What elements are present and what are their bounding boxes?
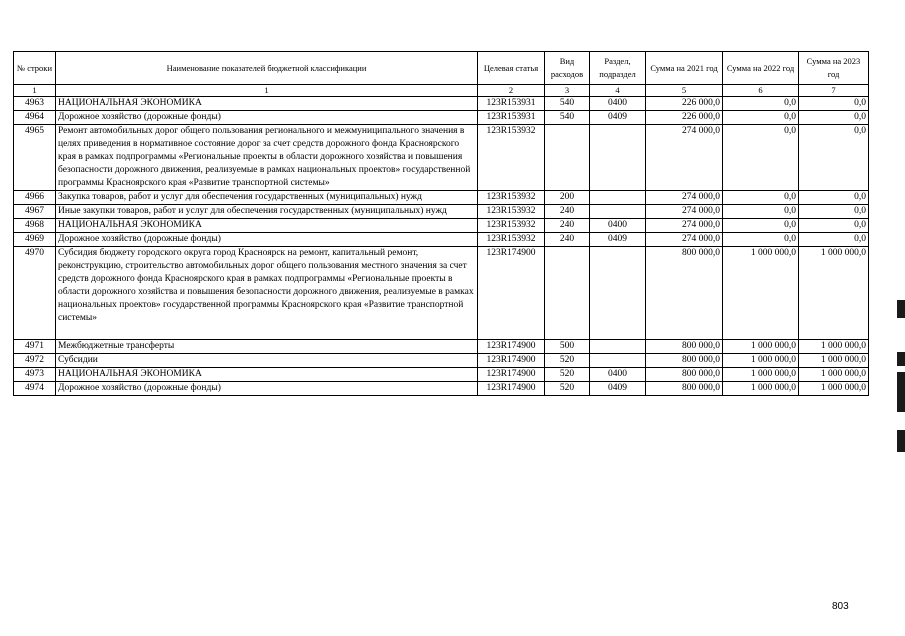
sum-2022: 0,0 <box>723 205 799 219</box>
budget-table <box>13 51 869 396</box>
indicator-name: Субсидии <box>56 354 478 368</box>
header-sum-2023: Сумма на 2023 год <box>799 52 869 85</box>
header-indicator-name: Наименование показателей бюджетной классификации <box>56 52 478 85</box>
sum-2021: 226 000,0 <box>646 111 723 125</box>
section-code: 0409 <box>590 382 646 396</box>
sum-2022: 0,0 <box>723 97 799 111</box>
sum-2021: 226 000,0 <box>646 97 723 111</box>
sum-2022: 1 000 000,0 <box>723 382 799 396</box>
row-number: 4969 <box>14 233 56 247</box>
header-target-article: Целевая статья <box>478 52 545 85</box>
sum-2022: 1 000 000,0 <box>723 340 799 354</box>
sum-2021: 800 000,0 <box>646 368 723 382</box>
sum-2021: 800 000,0 <box>646 354 723 368</box>
expense-type <box>545 247 590 340</box>
table-row <box>14 233 869 247</box>
table-row <box>14 191 869 205</box>
row-number: 4964 <box>14 111 56 125</box>
sum-2021: 800 000,0 <box>646 340 723 354</box>
section-code: 0409 <box>590 233 646 247</box>
sum-2023: 1 000 000,0 <box>799 354 869 368</box>
row-number: 4966 <box>14 191 56 205</box>
sum-2021: 274 000,0 <box>646 205 723 219</box>
indicator-name: Межбюджетные трансферты <box>56 340 478 354</box>
expense-type: 240 <box>545 233 590 247</box>
table-row <box>14 205 869 219</box>
indicator-name: НАЦИОНАЛЬНАЯ ЭКОНОМИКА <box>56 97 478 111</box>
column-number: 2 <box>478 85 545 97</box>
section-code: 0400 <box>590 97 646 111</box>
indicator-name: Дорожное хозяйство (дорожные фонды) <box>56 111 478 125</box>
sum-2023: 1 000 000,0 <box>799 382 869 396</box>
section-code: 0400 <box>590 219 646 233</box>
expense-type: 520 <box>545 368 590 382</box>
indicator-name: Субсидия бюджету городского округа город Красноярск на ремонт, капитальный ремонт, реконструкцию, строительство автомобильных дорог общего пользования местного значения за счет средств дорожного фонда Красноярского края в рамках подпрограммы «Региональные проекты в области дорожного хозяйства и повышения безопасности дорожного движения, реализуемые в рамках национальных проектов» государственной программы Красноярского края «Развитие транспортной системы» <box>56 247 478 340</box>
expense-type: 240 <box>545 219 590 233</box>
sum-2023: 1 000 000,0 <box>799 368 869 382</box>
sum-2021: 800 000,0 <box>646 247 723 340</box>
indicator-name: НАЦИОНАЛЬНАЯ ЭКОНОМИКА <box>56 219 478 233</box>
header-sum-2021: Сумма на 2021 год <box>646 52 723 85</box>
row-number: 4970 <box>14 247 56 340</box>
row-number: 4972 <box>14 354 56 368</box>
expense-type: 520 <box>545 354 590 368</box>
indicator-name: Закупка товаров, работ и услуг для обеспечения государственных (муниципальных) нужд <box>56 191 478 205</box>
page-number: 803 <box>832 601 849 612</box>
section-code <box>590 247 646 340</box>
column-number: 1 <box>14 85 56 97</box>
section-code: 0409 <box>590 111 646 125</box>
sum-2022: 0,0 <box>723 219 799 233</box>
expense-type <box>545 125 590 191</box>
column-number: 7 <box>799 85 869 97</box>
sum-2022: 1 000 000,0 <box>723 247 799 340</box>
section-code <box>590 340 646 354</box>
sum-2023: 0,0 <box>799 97 869 111</box>
column-number: 4 <box>590 85 646 97</box>
target-article: 123R174900 <box>478 382 545 396</box>
sum-2023: 0,0 <box>799 205 869 219</box>
expense-type: 540 <box>545 97 590 111</box>
header-section: Раздел, подраздел <box>590 52 646 85</box>
target-article: 123R174900 <box>478 354 545 368</box>
sum-2023: 0,0 <box>799 233 869 247</box>
expense-type: 540 <box>545 111 590 125</box>
target-article: 123R174900 <box>478 340 545 354</box>
column-number: 1 <box>56 85 478 97</box>
target-article: 123R174900 <box>478 247 545 340</box>
header-row-number: № строки <box>14 52 56 85</box>
sum-2021: 274 000,0 <box>646 233 723 247</box>
row-number: 4965 <box>14 125 56 191</box>
expense-type: 240 <box>545 205 590 219</box>
sum-2021: 274 000,0 <box>646 219 723 233</box>
indicator-name: Дорожное хозяйство (дорожные фонды) <box>56 233 478 247</box>
sum-2022: 1 000 000,0 <box>723 368 799 382</box>
row-number: 4967 <box>14 205 56 219</box>
sum-2022: 0,0 <box>723 125 799 191</box>
indicator-name: Дорожное хозяйство (дорожные фонды) <box>56 382 478 396</box>
table-row <box>14 382 869 396</box>
table-row <box>14 97 869 111</box>
table-row <box>14 354 869 368</box>
header-sum-2022: Сумма на 2022 год <box>723 52 799 85</box>
indicator-name: Иные закупки товаров, работ и услуг для обеспечения государственных (муниципальных) нужд <box>56 205 478 219</box>
sum-2022: 1 000 000,0 <box>723 354 799 368</box>
expense-type: 520 <box>545 382 590 396</box>
sum-2022: 0,0 <box>723 111 799 125</box>
header-expense-type: Вид расходов <box>545 52 590 85</box>
sum-2021: 274 000,0 <box>646 191 723 205</box>
scan-edge-marks <box>897 0 905 636</box>
sum-2023: 0,0 <box>799 191 869 205</box>
sum-2023: 0,0 <box>799 219 869 233</box>
table-row <box>14 125 869 191</box>
column-number: 6 <box>723 85 799 97</box>
expense-type: 500 <box>545 340 590 354</box>
target-article: 123R153932 <box>478 205 545 219</box>
sum-2022: 0,0 <box>723 191 799 205</box>
column-number-row <box>14 85 869 97</box>
sum-2023: 0,0 <box>799 125 869 191</box>
sum-2023: 1 000 000,0 <box>799 247 869 340</box>
section-code <box>590 125 646 191</box>
target-article: 123R174900 <box>478 368 545 382</box>
row-number: 4974 <box>14 382 56 396</box>
expense-type: 200 <box>545 191 590 205</box>
row-number: 4963 <box>14 97 56 111</box>
indicator-name: НАЦИОНАЛЬНАЯ ЭКОНОМИКА <box>56 368 478 382</box>
row-number: 4971 <box>14 340 56 354</box>
table-row <box>14 247 869 340</box>
target-article: 123R153932 <box>478 233 545 247</box>
sum-2023: 1 000 000,0 <box>799 340 869 354</box>
indicator-name: Ремонт автомобильных дорог общего пользования регионального и межмуниципального значения в целях приведения в нормативное состояние дорог за счет средств дорожного фонда Красноярского края в рамках подпрограммы «Региональные проекты в области дорожного хозяйства и повышения безопасности дорожного движения, реализуемые в рамках национальных проектов» государственной программы Красноярского края «Развитие транспортной системы» <box>56 125 478 191</box>
section-code <box>590 354 646 368</box>
target-article: 123R153932 <box>478 191 545 205</box>
target-article: 123R153932 <box>478 219 545 233</box>
sum-2021: 800 000,0 <box>646 382 723 396</box>
target-article: 123R153931 <box>478 97 545 111</box>
target-article: 123R153932 <box>478 125 545 191</box>
table-row <box>14 368 869 382</box>
sum-2021: 274 000,0 <box>646 125 723 191</box>
row-number: 4968 <box>14 219 56 233</box>
column-number: 3 <box>545 85 590 97</box>
column-number: 5 <box>646 85 723 97</box>
row-number: 4973 <box>14 368 56 382</box>
section-code <box>590 191 646 205</box>
section-code <box>590 205 646 219</box>
target-article: 123R153931 <box>478 111 545 125</box>
table-row <box>14 340 869 354</box>
section-code: 0400 <box>590 368 646 382</box>
sum-2022: 0,0 <box>723 233 799 247</box>
table-header-row <box>14 52 869 85</box>
table-row <box>14 219 869 233</box>
sum-2023: 0,0 <box>799 111 869 125</box>
table-row <box>14 111 869 125</box>
